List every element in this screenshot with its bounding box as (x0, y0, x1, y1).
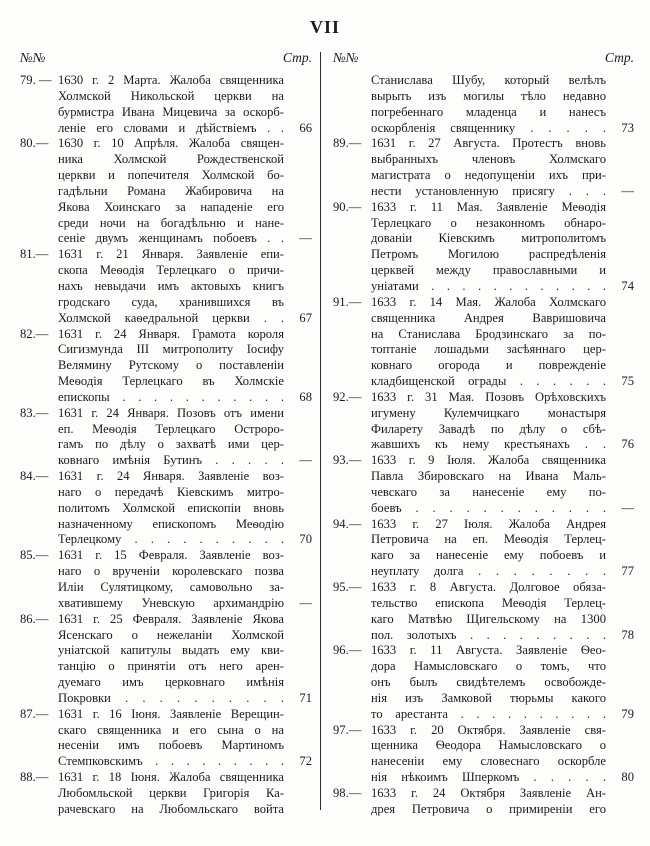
toc-entry (333, 200, 634, 295)
entry-text: 1631 г. 27 Августа. Протестъ вновь выбранныхъ членовъ Холмскаго магистрата о недопущеніи ихъ при- нести установленную присягу . . . (371, 136, 606, 198)
toc-entry (333, 73, 634, 136)
entry-text: 1630 г. 2 Марта. Жалоба священника Холмской Никольской церкви на бурмистра Ивана Мицевича за оскорб- леніе его словами и дѣйствіемъ . . (58, 73, 284, 135)
toc-entry (333, 643, 634, 722)
entry-text: 1631 г. 15 Февраля. Заявленіе воз- наго о врученіи королевскаго позва Иліи Сулятицкому, самовольно за- хватившему Уневскую архимандрію (58, 548, 284, 610)
toc-entry (333, 786, 634, 818)
entry-text: 1633 г. 11 Мая. Заявленіе Меѳодія Терлецкаго о незаконномъ обнаро- дованіи Кіевскимъ митрополитомъ Петромъ Могилою распредѣленія церквей между православными и уніатами . . . . . . . . . . . . (371, 199, 606, 293)
entry-page-number: — (299, 231, 312, 246)
entry-page-number: 75 (621, 374, 634, 389)
toc-entries-left (20, 73, 312, 818)
toc-entry (20, 612, 312, 707)
entry-page-number: 66 (299, 120, 312, 135)
entry-text: 1633 г. 27 Іюля. Жалоба Андрея Петровича на еп. Меѳодія Терлец- каго за нанесеніе ему побоевъ и неуплату долга . . . . . . . . (371, 516, 606, 579)
page-column-label: Стр. (604, 50, 634, 65)
toc-entry (20, 73, 312, 136)
entry-text: 1633 г. 8 Августа. Долговое обяза- тельство епископа Меѳодія Терлец- каго Матвѣю Щигельскому на 1300 пол. золотыхъ . . . . . . . . . (371, 580, 606, 642)
entry-number: 91.— (333, 294, 362, 309)
entry-number: 80.— (20, 136, 49, 151)
entry-page-number: 76 (621, 437, 634, 452)
entry-text: 1633 г. 24 Октября Заявленіе Ан- дрея Петровича о примиреніи его (371, 785, 606, 816)
column-header-left (20, 50, 312, 66)
toc-entry (333, 453, 634, 516)
entry-text: 1631 г. 18 Іюня. Жалоба священника Любомльской церкви Григорія Ка- рачевскаго на Любомльскаго войта (58, 770, 284, 816)
numbers-column-label: №№ (20, 50, 46, 65)
toc-entry (333, 517, 634, 580)
column-divider-line (320, 52, 321, 810)
column-header-right (333, 50, 634, 66)
toc-columns (20, 50, 634, 818)
toc-entry (333, 295, 634, 390)
entry-text: 1631 г. 25 Февраля. Заявленіе Якова Ясенскаго о нежеланіи Холмской уніатской капитулы выдать ему кви- танцію о принятіи отъ него арен- дуемаго имъ церковнаго имѣнія Покровки . . . . . . . . . . (58, 611, 284, 705)
entry-number: 87.— (20, 706, 49, 721)
entry-text: 1631 г. 16 Іюня. Заявленіе Верещин- скаго священника и его сына о на несеніи имъ побоевъ Мартиномъ Стемпковскимъ . . . . . . . . . (58, 706, 284, 769)
entry-page-number: — (621, 500, 634, 515)
entry-page-number: 71 (299, 690, 312, 705)
entry-number: 90.— (333, 199, 362, 214)
toc-entries-right (333, 73, 634, 818)
entry-text: 1631 г. 24 Января. Заявленіе воз- наго о передачѣ Кіевскимъ митро- политомъ Холмской епископіи вновь назначенному епископомъ Меѳодію Терлецкому . . . . . . . . . . (58, 469, 284, 547)
entry-number: 82.— (20, 326, 49, 341)
entry-text: 1633 г. 20 Октября. Заявленіе свя- щенника Ѳеодора Намысловскаго о нанесеніи ему словеснаго оскорбле нія нѣкоимъ Шперкомъ . . . . . (371, 722, 606, 785)
entry-number: 81.— (20, 247, 49, 262)
entry-page-number: 77 (621, 564, 634, 579)
entry-text: Станислава Шубу, который велѣлъ вырыть изъ могилы тѣло недавно погребеннаго младенца и нанесъ оскорбленія священнику . . . . . (371, 73, 606, 135)
entry-page-number: 70 (299, 532, 312, 547)
entry-text: 1631 г. 24 Января. Грамота короля Сигизмунда III митрополиту Іосифу Велямину Рутскому о поставленіи Меѳодія Терлецкаго въ Холмскіе епископы . . . . . . . . . . . (58, 326, 284, 404)
entry-text: 1631 г. 24 Января. Позовъ отъ имени еп. Меѳодія Терлецкаго Остроро- гамъ по дѣлу о захватѣ ими цер- ковнаго имѣнія Бутинъ . . . . . (58, 405, 284, 468)
toc-column-left (20, 50, 312, 818)
entry-number: 84.— (20, 469, 49, 484)
entry-text: 1630 г. 10 Апрѣля. Жалоба священ- ника Холмской Рождественской церкви и попечителя Холмской бо- гадѣльни Романа Жабировича на Якова Хоинскаго за нападеніе его среди ночи на богадѣльню и нане- сеніе двумъ женщинамъ побоевъ . . (58, 136, 284, 246)
entry-page-number: 68 (299, 389, 312, 404)
numbers-column-label: №№ (333, 50, 359, 65)
entry-page-number: 67 (299, 310, 312, 325)
entry-number: 79. — (20, 73, 52, 87)
entry-text: 1631 г. 21 Января. Заявленіе епи- скопа Меѳодія Терлецкаго о причи- нахъ невыдачи имъ актовыхъ книгъ гродскаго суда, хранившихся въ Холмской каѳедральной церкви . . (58, 247, 284, 325)
toc-entry (20, 469, 312, 548)
entry-page-number: — (299, 595, 312, 610)
entry-page-number: — (621, 183, 634, 198)
entry-text: 1633 г. 31 Мая. Позовъ Орѣховскихъ игумену Кулемчицкаго монастыря Филарету Завадѣ по дѣлу о сбѣ- жавшихъ къ нему крестьянахъ . . (371, 389, 606, 452)
toc-entry (333, 580, 634, 643)
entry-number: 98.— (333, 785, 362, 800)
entry-number: 97.— (333, 722, 362, 737)
entry-page-number: — (299, 453, 312, 468)
entry-number: 96.— (333, 643, 362, 658)
entry-page-number: 79 (621, 706, 634, 721)
toc-entry (20, 548, 312, 611)
entry-page-number: 78 (621, 627, 634, 642)
page-number-heading: VII (309, 17, 340, 37)
entry-number: 88.— (20, 770, 49, 785)
entry-number: 85.— (20, 548, 49, 563)
toc-entry (20, 707, 312, 770)
entry-text: 1633 г. 11 Августа. Заявленіе Ѳео- дора Намысловскаго о томъ, что онъ былъ свидѣтелемъ освобожде- нія изъ Замковой тюрьмы какого то арестанта . . . . . . . . . . (371, 643, 606, 721)
toc-entry (20, 406, 312, 469)
entry-text: 1633 г. 9 Іюля. Жалоба священника Павла Збировскаго на Ивана Маль- чевскаго за нанесеніе ему по- боевъ . . . . . . . . . . . . (371, 453, 606, 515)
entry-page-number: 80 (621, 770, 634, 785)
toc-entry (333, 723, 634, 786)
toc-entry (333, 136, 634, 199)
toc-column-right (333, 50, 634, 818)
toc-entry (20, 247, 312, 326)
entry-number: 94.— (333, 516, 362, 531)
entry-text: 1633 г. 14 Мая. Жалоба Холмскаго священника Андрея Вавришовича на Станислава Бродзинскаго за по- топтаніе лошадьми засѣяннаго цер- ковнаго огорода и поврежденіе кладбищенской ограды . . . . . . (371, 294, 606, 389)
entry-number: 92.— (333, 389, 362, 404)
page-column-label: Стр. (282, 50, 312, 65)
entry-number: 95.— (333, 580, 362, 594)
entry-number: 86.— (20, 611, 49, 626)
entry-number: 93.— (333, 453, 362, 468)
entry-page-number: 73 (621, 120, 634, 135)
toc-entry (20, 770, 312, 818)
entry-number: 89.— (333, 136, 362, 151)
entry-page-number: 74 (621, 278, 634, 293)
toc-entry (20, 327, 312, 406)
toc-entry (20, 136, 312, 247)
entry-number: 83.— (20, 405, 49, 420)
toc-entry (333, 390, 634, 453)
entry-page-number: 72 (299, 754, 312, 769)
